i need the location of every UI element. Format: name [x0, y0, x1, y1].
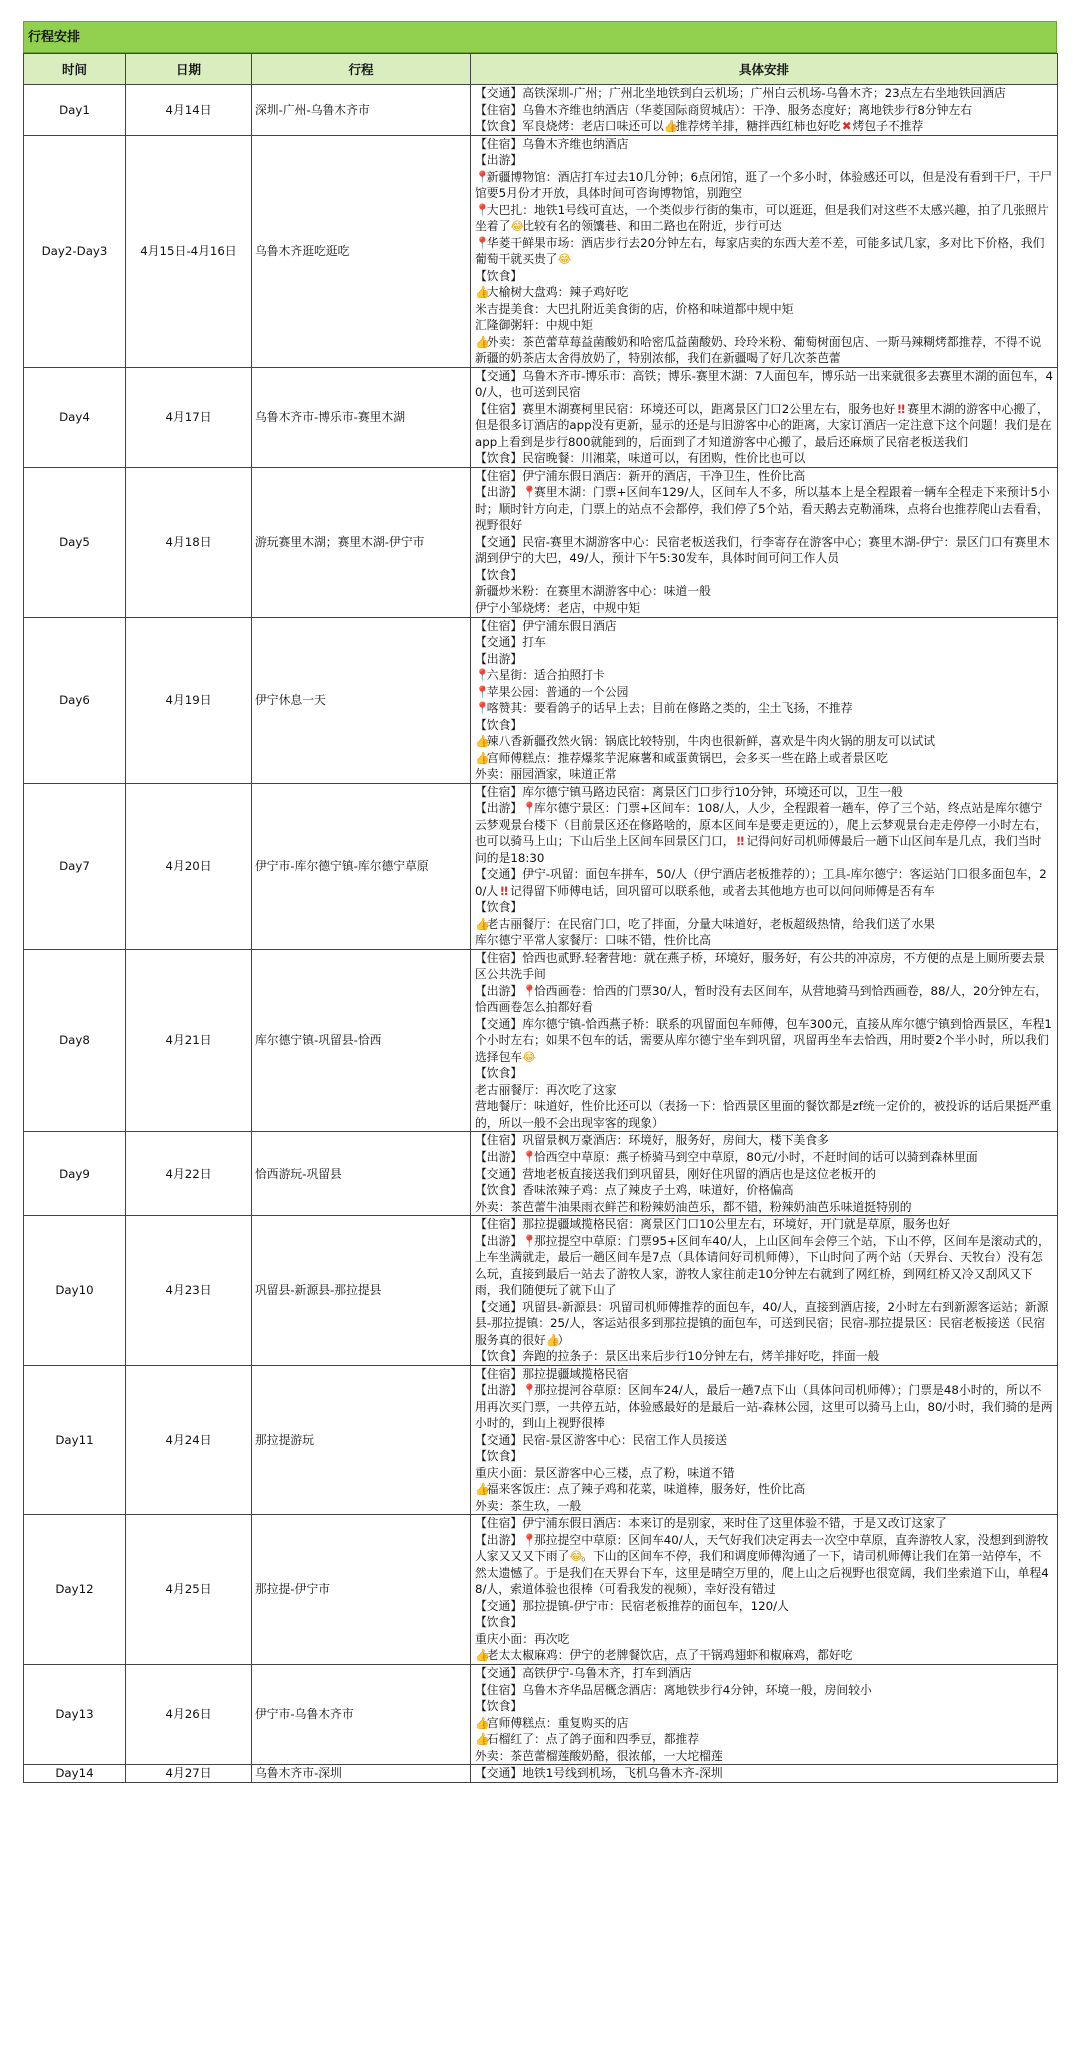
detail-text: 记得留下师傅电话，回巩留可以联系他，或者去其他地方也可以问问师傅是否有车 — [510, 883, 935, 898]
cell-date: 4月27日 — [126, 1765, 252, 1783]
detail-text: 【出游】 — [475, 983, 523, 998]
cell-route: 游玩赛里木湖；赛里木湖-伊宁市 — [252, 467, 471, 617]
pin-icon: 📍 — [475, 684, 490, 699]
thumb-icon: 👍 — [663, 119, 679, 134]
detail-text: 【饮食】奔跑的拉条子：景区出来后步行10分钟左右，烤羊排好吃，拌面一般 — [475, 1349, 880, 1364]
detail-line — [475, 800, 1053, 866]
detail-line — [475, 1132, 1053, 1149]
detail-line — [475, 1665, 1053, 1682]
detail-line — [475, 484, 1053, 534]
day-row — [24, 367, 1058, 467]
detail-text: 【交通】打车 — [475, 635, 546, 650]
pin-icon: 📍 — [522, 1532, 537, 1547]
detail-line — [475, 1647, 1053, 1664]
detail-text: 【饮食】香味浓辣子鸡：点了辣皮子土鸡，味道好，价格偏高 — [475, 1183, 794, 1198]
detail-line — [475, 600, 1053, 617]
cell-time: Day2-Day3 — [24, 135, 126, 367]
detail-text: 赛里木湖的游客中心搬了，但是很多订酒店的app没有更新，显示的还是与旧游客中心的距离，大家订酒店一定注意下这个问题！我们是在app上看到是步行800就能到的，后面到了才知道游客中心搬了，最后还麻烦了民宿老板送我们 — [475, 401, 1052, 449]
detail-text: ） — [557, 1332, 570, 1347]
detail-line — [475, 1631, 1053, 1648]
cell-time: Day10 — [24, 1216, 126, 1366]
detail-line — [475, 1682, 1053, 1699]
day-row — [24, 1132, 1058, 1216]
detail-line — [475, 136, 1053, 153]
detail-line — [475, 667, 1053, 684]
smile-icon: 😂 — [557, 252, 572, 267]
detail-line — [475, 1432, 1053, 1449]
detail-text: 【饮食】 — [475, 268, 523, 283]
cell-route: 乌鲁木齐市-深圳 — [252, 1765, 471, 1783]
detail-text: 【交通】地铁1号线到机场，飞机乌鲁木齐-深圳 — [475, 1766, 723, 1781]
cell-detail — [471, 1216, 1058, 1366]
detail-text: 辣八香新疆孜然火锅：锅底比较特别，牛肉也很新鲜，喜欢是牛肉火锅的朋友可以试试 — [486, 734, 936, 749]
detail-line — [475, 651, 1053, 668]
detail-text: 赛里木湖：门票+区间车129/人，区间车人不多，所以基本上是全程跟着一辆车全程走下来预计5小时；顺时针方向走，门票上的站点不会都停，我们停了5个站，看天鹅去克勒涌珠，点将台也推荐爬山去看看，视野很好 — [475, 485, 1050, 533]
detail-text: 【饮食】 — [475, 1066, 523, 1081]
detail-text: 【交通】乌鲁木齐市-博乐市：高铁；博乐-赛里木湖：7人面包车，博乐站一出来就很多去赛里木湖的面包车，40/人，也可送到民宿 — [475, 368, 1053, 400]
cell-route: 乌鲁木齐逛吃逛吃 — [252, 135, 471, 367]
thumb-icon: 👍 — [475, 1715, 490, 1730]
cell-route: 恰西游玩-巩留县 — [252, 1132, 471, 1216]
header-date: 日期 — [126, 54, 252, 85]
detail-line — [475, 235, 1053, 268]
pin-icon: 📍 — [475, 668, 490, 683]
header-row — [24, 54, 1058, 85]
detail-line — [475, 169, 1053, 202]
detail-line — [475, 1016, 1053, 1066]
detail-line — [475, 1731, 1053, 1748]
detail-text: 【出游】 — [475, 153, 523, 168]
detail-line — [475, 1765, 1053, 1782]
cell-route: 伊宁市-库尔德宁镇-库尔德宁草原 — [252, 783, 471, 949]
detail-line — [475, 85, 1053, 102]
detail-line — [475, 1166, 1053, 1183]
detail-text: 外卖：茶生玖，一般 — [475, 1498, 582, 1513]
day-row — [24, 135, 1058, 367]
detail-text: 福来客饭庄：点了辣子鸡和花菜，味道棒，服务好，性价比高 — [486, 1482, 806, 1497]
cell-time: Day12 — [24, 1515, 126, 1665]
detail-text: 【饮食】军良烧烤：老店口味还可以 — [475, 119, 664, 134]
detail-text: 【住宿】伊宁浦东假日酒店：新开的酒店，干净卫生，性价比高 — [475, 468, 806, 483]
detail-line — [475, 1065, 1053, 1082]
detail-text: 【交通】巩留县-新源县：巩留司机师傅推荐的面包车，40/人，直接到酒店接，2小时左右到新源客运站；新源县-那拉提镇：25/人，客运站很多到那拉提镇的面包车，可送到民宿；民宿-那拉提景区：民宿老板接送（民宿服务真的很好 — [475, 1299, 1049, 1347]
detail-line — [475, 866, 1053, 899]
detail-line — [475, 1233, 1053, 1299]
detail-line — [475, 1498, 1053, 1515]
detail-text: 宫师傅糕点：推荐爆浆芋泥麻薯和咸蛋黄锅巴，会多买一些在路上或者景区吃 — [486, 750, 888, 765]
detail-line — [475, 284, 1053, 301]
bang-icon: ‼ — [736, 834, 745, 849]
detail-text: 【出游】 — [475, 651, 523, 666]
detail-text: 【出游】 — [475, 485, 523, 500]
detail-line — [475, 634, 1053, 651]
detail-line — [475, 1348, 1053, 1365]
detail-text: 记得问好司机师傅最后一趟下山区间车是几点，我们当时问的是18:30 — [475, 834, 1042, 865]
detail-text: 那拉提河谷草原：区间车24/人，最后一趟7点下山（具体问司机师傅）；门票是48小时的，所以不用再次买门票，一共停五站，体验感最好的是最后一站-森林公园，这里可以骑马上山，80/小时，我们骑的是两小时的，到山上视野很棒 — [475, 1383, 1053, 1431]
detail-line — [475, 717, 1053, 734]
cell-detail — [471, 1664, 1058, 1764]
detail-text: 那拉提空中草原：门票95+区间车40/人，上山区间车会停三个站，下山不停，区间车是滚动式的，上车坐满就走，最后一趟区间车是7点（具体请问好司机师傅），下山时问了两个站（天界台、天牧台）没有怎么玩，直接到最后一站去了游牧人家，游牧人家往前走10分钟左右就到了网红桥，到网红桥又冷又刮风又下雨，我们随便玩了就下山了 — [475, 1233, 1050, 1298]
detail-line — [475, 983, 1053, 1016]
detail-text: 库尔德宁平常人家餐厅：口味不错，性价比高 — [475, 933, 711, 948]
detail-line — [475, 1748, 1053, 1765]
cell-detail — [471, 617, 1058, 783]
detail-line — [475, 916, 1053, 933]
detail-text: 大巴扎：地铁1号线可直达，一个类似步行街的集市，可以逛逛，但是我们对这些不太感兴趣，拍了几张照片坐着了 — [475, 202, 1049, 234]
day-row — [24, 1664, 1058, 1764]
cell-time: Day8 — [24, 949, 126, 1132]
detail-line — [475, 1614, 1053, 1631]
detail-text: 【饮食】 — [475, 1449, 523, 1464]
detail-text: 【饮食】 — [475, 717, 523, 732]
pin-icon: 📍 — [522, 983, 537, 998]
detail-line — [475, 268, 1053, 285]
detail-line — [475, 1182, 1053, 1199]
detail-text: 老古丽餐厅：在民宿门口，吃了拌面，分量大味道好，老板超级热情，给我们送了水果 — [486, 916, 936, 931]
detail-text: 【出游】 — [475, 1233, 523, 1248]
cell-date: 4月18日 — [126, 467, 252, 617]
detail-text: 外卖：茶芭蕾牛油果雨衣鲜芒和粉辣奶油芭乐，都不错，粉辣奶油芭乐味道挺特别的 — [475, 1199, 912, 1214]
detail-text: 石榴红了：点了鸽子面和四季豆，都推荐 — [486, 1732, 700, 1747]
cell-time: Day6 — [24, 617, 126, 783]
cell-date: 4月24日 — [126, 1365, 252, 1515]
pin-icon: 📍 — [522, 1150, 537, 1164]
day-row — [24, 85, 1058, 136]
detail-text: 伊宁小邹烧烤：老店，中规中矩 — [475, 600, 641, 615]
detail-text: 外卖：茶芭蕾草莓益菌酸奶和哈密瓜益菌酸奶、玲玲米粉、葡萄树面包店、一斯马辣糊烤都推荐，不得不说新疆的奶茶店太舍得放奶了，特别浓郁，我们在新疆喝了好几次茶芭蕾 — [475, 334, 1042, 366]
cell-time: Day4 — [24, 367, 126, 467]
cell-date: 4月22日 — [126, 1132, 252, 1216]
cell-time: Day13 — [24, 1664, 126, 1764]
detail-text: 恰西画卷：恰西的门票30/人，暂时没有去区间车，从营地骑马到恰西画卷，88/人，20分钟左右，恰西画卷怎么拍都好看 — [475, 983, 1048, 1015]
detail-text: 重庆小面：再次吃 — [475, 1631, 570, 1646]
cell-date: 4月15日-4月16日 — [126, 135, 252, 367]
detail-text: 【住宿】赛里木湖赛柯里民宿：环境还可以，距离景区门口2公里左右，服务也好 — [475, 401, 896, 416]
detail-line — [475, 301, 1053, 318]
detail-text: 【住宿】那拉提疆域揽格民宿 — [475, 1366, 629, 1381]
detail-text: 【饮食】 — [475, 1699, 523, 1714]
detail-text: 【出游】 — [475, 1383, 523, 1398]
day-row — [24, 1216, 1058, 1366]
detail-text: 外卖：茶芭蕾榴莲酸奶酪，很浓郁，一大坨榴莲 — [475, 1748, 723, 1763]
detail-text: 汇隆御粥轩：中规中矩 — [475, 318, 593, 333]
pin-icon: 📍 — [522, 1383, 537, 1398]
pin-icon: 📍 — [475, 235, 490, 250]
detail-text: 营地餐厅：味道好，性价比还可以（表扬一下：恰西景区里面的餐饮都是zf统一定价的，被投诉的话后果挺严重的，所以一般不会出现宰客的现象） — [475, 1099, 1052, 1130]
cell-time: Day11 — [24, 1365, 126, 1515]
thumb-icon: 👍 — [545, 1332, 561, 1347]
cell-date: 4月23日 — [126, 1216, 252, 1366]
detail-text: 六星街：适合拍照打卡 — [486, 668, 605, 683]
detail-text: 【住宿】伊宁浦东假日酒店 — [475, 618, 617, 633]
detail-line — [475, 118, 1053, 135]
cell-date: 4月19日 — [126, 617, 252, 783]
cell-route: 库尔德宁镇-巩留县-恰西 — [252, 949, 471, 1132]
detail-text: 【饮食】 — [475, 1615, 523, 1630]
cell-detail — [471, 1765, 1058, 1783]
detail-text: 【出游】 — [475, 1150, 523, 1164]
detail-text: 【住宿】巩留景枫万豪酒店：环境好，服务好，房间大，楼下美食多 — [475, 1133, 829, 1148]
cell-detail — [471, 1515, 1058, 1665]
detail-text: 【住宿】库尔德宁镇马路边民宿：离景区门口步行10分钟，环境还可以，卫生一般 — [475, 784, 903, 799]
detail-text: 重庆小面：景区游客中心三楼，点了粉，味道不错 — [475, 1465, 735, 1480]
cell-detail — [471, 367, 1058, 467]
detail-line — [475, 1382, 1053, 1432]
detail-text: 【交通】高铁深圳-广州；广州北坐地铁到白云机场；广州白云机场-乌鲁木齐；23点左右坐地铁回酒店 — [475, 86, 1006, 100]
cross-icon: ✖ — [841, 119, 852, 134]
detail-text: 【住宿】恰西也贰野.轻奢营地：就在燕子桥，环境好，服务好，有公共的冲凉房，不方便的点是上厕所要去景区公共洗手间 — [475, 950, 1046, 982]
detail-text: 新疆博物馆：酒店打车过去10几分钟；6点闭馆，逛了一个多小时，体验感还可以，但是没有看到干尸，干尸馆要5月份才开放，具体时间可咨询博物馆，别跑空 — [475, 169, 1052, 201]
detail-text: 【住宿】乌鲁木齐维也纳酒店 — [475, 136, 629, 151]
detail-line — [475, 1698, 1053, 1715]
cell-route: 那拉提-伊宁市 — [252, 1515, 471, 1665]
cell-route: 伊宁休息一天 — [252, 617, 471, 783]
cell-date: 4月17日 — [126, 367, 252, 467]
pin-icon: 📍 — [522, 485, 537, 500]
cell-time: Day7 — [24, 783, 126, 949]
detail-line — [475, 684, 1053, 701]
cell-detail — [471, 949, 1058, 1132]
detail-text: 苹果公园：普通的一个公园 — [486, 684, 629, 699]
detail-text: 大榆树大盘鸡：辣子鸡好吃 — [486, 285, 629, 300]
detail-text: 【饮食】民宿晚餐：川湘菜，味道可以，有团购，性价比也可以 — [475, 451, 806, 466]
detail-text: 外卖：丽园酒家，味道正常 — [475, 767, 617, 782]
detail-text: 比较有名的领馕巷、和田二路也在附近，步行可达 — [522, 219, 782, 234]
detail-text: 宫师傅糕点：重复购买的店 — [486, 1715, 629, 1730]
cell-detail — [471, 467, 1058, 617]
pin-icon: 📍 — [475, 202, 490, 217]
thumb-icon: 👍 — [475, 734, 490, 749]
detail-text: 【交通】那拉提镇-伊宁市：民宿老板推荐的面包车，120/人 — [475, 1598, 789, 1613]
detail-line — [475, 317, 1053, 334]
cell-date: 4月25日 — [126, 1515, 252, 1665]
cell-detail — [471, 783, 1058, 949]
detail-line — [475, 152, 1053, 169]
smile-icon: 😂 — [569, 1549, 584, 1564]
day-row — [24, 1765, 1058, 1783]
day-row — [24, 783, 1058, 949]
detail-line — [475, 1481, 1053, 1498]
detail-text: 【交通】民宿-景区游客中心：民宿工作人员接送 — [475, 1432, 727, 1447]
detail-line — [475, 1532, 1053, 1598]
detail-text: 华菱干鲜果市场：酒店步行去20分钟左右，每家店卖的东西大差不差，可能多试几家，多对比下价格，我们葡萄干就买贵了 — [475, 235, 1045, 267]
detail-text: 那拉提空中草原：区间车40/人，天气好我们决定再去一次空中草原，直奔游牧人家，没想到到游牧人家又又又下雨了 — [475, 1532, 1049, 1564]
detail-text: 库尔德宁景区：门票+区间车：108/人，人少，全程跟着一趟车，停了三个站，终点站是库尔德宁云梦观景台楼下（目前景区还在修路啥的，原本区间车是要走更远的），爬上云梦观景台走走停停一小时左右，也可以骑马上山；下山后坐上区间车回景区门口， — [475, 801, 1048, 849]
detail-text: 【住宿】那拉提疆域揽格民宿：离景区门口10公里左右，环境好，开门就是草原，服务也好 — [475, 1217, 951, 1232]
cell-date: 4月20日 — [126, 783, 252, 949]
thumb-icon: 👍 — [475, 334, 490, 349]
detail-line — [475, 1098, 1053, 1131]
detail-line — [475, 1448, 1053, 1465]
detail-line — [475, 450, 1053, 467]
detail-line — [475, 368, 1053, 401]
detail-line — [475, 1715, 1053, 1732]
detail-text: 老古丽餐厅：再次吃了这家 — [475, 1082, 617, 1097]
cell-date: 4月26日 — [126, 1664, 252, 1764]
cell-route: 巩留县-新源县-那拉提县 — [252, 1216, 471, 1366]
detail-line — [475, 567, 1053, 584]
detail-line — [475, 1216, 1053, 1233]
detail-text: 【交通】库尔德宁镇-恰西燕子桥：联系的巩留面包车师傅，包车300元，直接从库尔德宁镇到恰西景区，车程1个小时左右；如果不包车的话，需要从库尔德宁坐车到巩留，巩留再坐车去恰西，用时要2个半小时，所以我们选择包车 — [475, 1016, 1052, 1064]
sheet-title: 行程安排 — [23, 21, 1057, 53]
smile-icon: 😂 — [522, 1049, 536, 1064]
cell-time: Day14 — [24, 1765, 126, 1783]
header-time: 时间 — [24, 54, 126, 85]
detail-text: 【饮食】 — [475, 900, 523, 915]
detail-line — [475, 950, 1053, 983]
day-row — [24, 467, 1058, 617]
detail-text: 恰西空中草原：燕子桥骑马到空中草原，80元/小时，不赶时间的话可以骑到森林里面 — [534, 1150, 978, 1164]
detail-line — [475, 334, 1053, 367]
cell-time: Day5 — [24, 467, 126, 617]
itinerary-sheet — [23, 21, 1057, 1783]
detail-text: 喀赞其：要看鸽子的话早上去；目前在修路之类的，尘土飞扬，不推荐 — [486, 701, 853, 716]
detail-line — [475, 733, 1053, 750]
thumb-icon: 👍 — [475, 1482, 490, 1497]
header-route: 行程 — [252, 54, 471, 85]
cell-route: 那拉提游玩 — [252, 1365, 471, 1515]
detail-text: 烤包子不推荐 — [852, 119, 924, 134]
itinerary-table — [23, 53, 1058, 1783]
detail-line — [475, 899, 1053, 916]
thumb-icon: 👍 — [475, 1732, 490, 1747]
detail-line — [475, 102, 1053, 119]
detail-text: 米吉提美食：大巴扎附近美食街的店，价格和味道都中规中矩 — [475, 301, 794, 316]
detail-text: 【住宿】伊宁浦东假日酒店：本来订的是别家，来时住了这里体验不错，于是又改订这家了 — [475, 1516, 947, 1531]
thumb-icon: 👍 — [475, 285, 490, 300]
cell-route: 伊宁市-乌鲁木齐市 — [252, 1664, 471, 1764]
detail-line — [475, 1082, 1053, 1099]
thumb-icon: 👍 — [475, 750, 490, 765]
detail-line — [475, 1149, 1053, 1166]
detail-line — [475, 1465, 1053, 1482]
cell-date: 4月14日 — [126, 85, 252, 136]
detail-text: 【住宿】乌鲁木齐华品居概念酒店：离地铁步行4分钟，环境一般，房间较小 — [475, 1682, 872, 1697]
detail-text: 【交通】高铁伊宁-乌鲁木齐，打车到酒店 — [475, 1665, 692, 1680]
detail-text: 【饮食】 — [475, 567, 523, 582]
itinerary-rows — [24, 85, 1058, 1783]
detail-text: 推荐烤羊排，糖拌西红柿也好吃 — [675, 119, 841, 134]
detail-text: 老太太椒麻鸡：伊宁的老牌餐饮店，点了干锅鸡翅虾和椒麻鸡，都好吃 — [486, 1648, 853, 1663]
cell-detail — [471, 85, 1058, 136]
detail-line — [475, 618, 1053, 635]
smile-icon: 😂 — [510, 219, 525, 234]
cell-time: Day9 — [24, 1132, 126, 1216]
detail-line — [475, 1299, 1053, 1349]
detail-line — [475, 1366, 1053, 1383]
cell-detail — [471, 135, 1058, 367]
detail-line — [475, 1199, 1053, 1216]
cell-time: Day1 — [24, 85, 126, 136]
header-detail: 具体安排 — [471, 54, 1058, 85]
bang-icon: ‼ — [897, 401, 905, 416]
detail-text: 。下山的区间车不停，我们和调度师傅沟通了一下，请司机师傅让我们在第一站停车，不然太遗憾了。于是我们在天界台下车，这里是晴空万里的，爬上山之后视野也很宽阔，我们坐索道下山，单程48/人，索道体验也很棒（可看我发的视频），幸好没有错过 — [475, 1549, 1049, 1597]
detail-text: 【住宿】乌鲁木齐维也纳酒店（华菱国际商贸城店）：干净、服务态度好；离地铁步行8分钟左右 — [475, 102, 973, 117]
cell-detail — [471, 1132, 1058, 1216]
detail-text: 【出游】 — [475, 801, 523, 816]
detail-line — [475, 1515, 1053, 1532]
day-row — [24, 1515, 1058, 1665]
detail-line — [475, 784, 1053, 801]
thumb-icon: 👍 — [475, 1648, 490, 1663]
detail-text: 【交通】民宿-赛里木湖游客中心：民宿老板送我们，行李寄存在游客中心；赛里木湖-伊宁：景区门口有赛里木湖到伊宁的大巴，49/人，预计下午5:30发车，具体时间可问工作人员 — [475, 534, 1050, 566]
pin-icon: 📍 — [475, 701, 490, 716]
day-row — [24, 949, 1058, 1132]
day-row — [24, 617, 1058, 783]
detail-line — [475, 750, 1053, 767]
detail-line — [475, 468, 1053, 485]
thumb-icon: 👍 — [475, 916, 490, 931]
detail-line — [475, 932, 1053, 949]
detail-line — [475, 202, 1053, 235]
bang-icon: ‼ — [500, 883, 508, 898]
cell-detail — [471, 1365, 1058, 1515]
detail-text: 【交通】营地老板直接送我们到巩留县，刚好住巩留的酒店也是这位老板开的 — [475, 1166, 877, 1181]
detail-line — [475, 534, 1053, 567]
detail-text: 【出游】 — [475, 1532, 523, 1547]
pin-icon: 📍 — [522, 801, 537, 816]
pin-icon: 📍 — [475, 169, 490, 184]
cell-date: 4月21日 — [126, 949, 252, 1132]
cell-route: 乌鲁木齐市-博乐市-赛里木湖 — [252, 367, 471, 467]
detail-line — [475, 766, 1053, 783]
detail-text: 新疆炒米粉：在赛里木湖游客中心：味道一般 — [475, 584, 711, 599]
cell-route: 深圳-广州-乌鲁木齐市 — [252, 85, 471, 136]
pin-icon: 📍 — [522, 1233, 537, 1248]
day-row — [24, 1365, 1058, 1515]
detail-line — [475, 700, 1053, 717]
detail-text: 【交通】伊宁-巩留：面包车拼车，50/人（伊宁酒店老板推荐的）；工具-库尔德宁：客运站门口很多面包车，20/人 — [475, 867, 1047, 898]
detail-line — [475, 583, 1053, 600]
detail-line — [475, 401, 1053, 451]
detail-line — [475, 1598, 1053, 1615]
